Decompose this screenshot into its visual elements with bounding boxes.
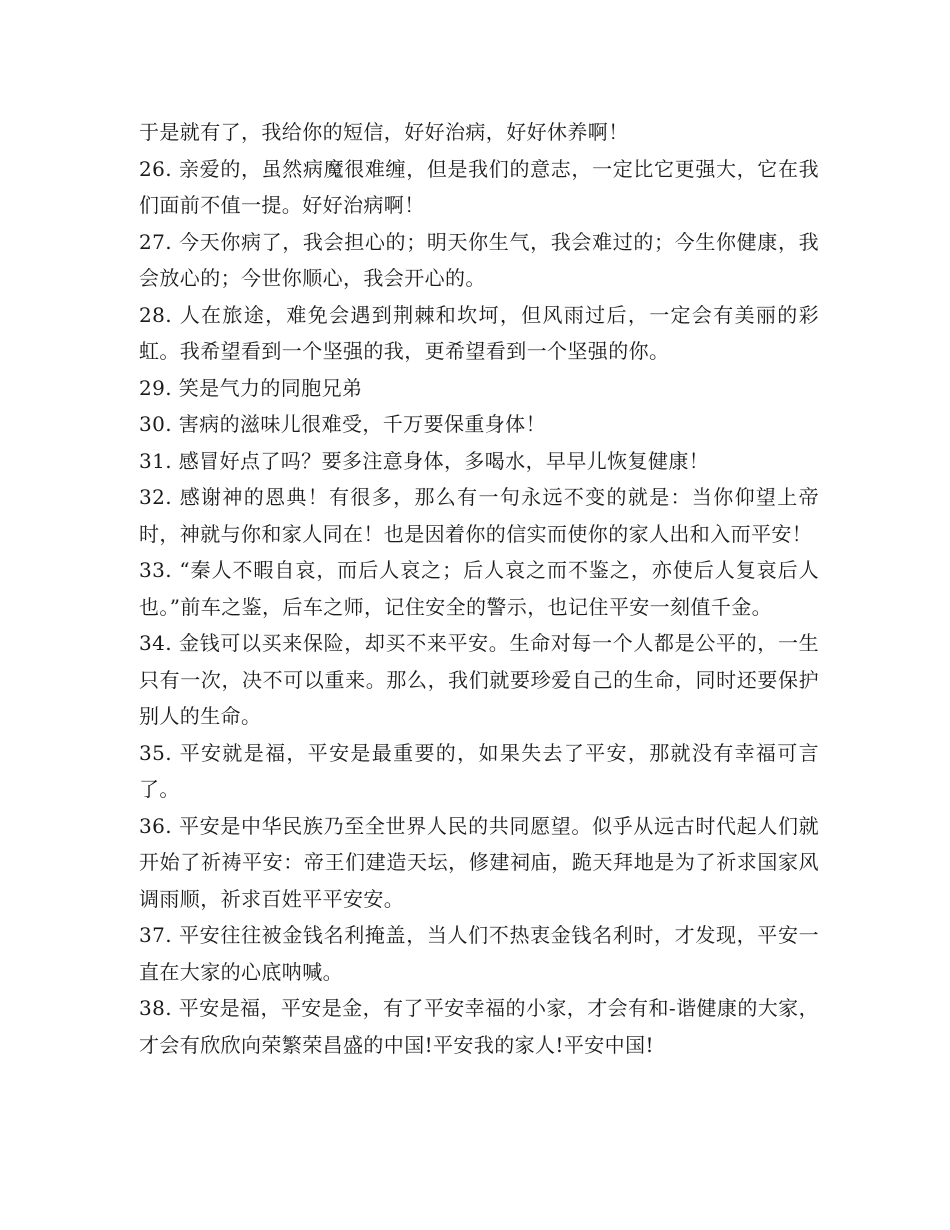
document-body [139, 114, 819, 1063]
paragraph-26: 26. 亲爱的，虽然病魔很难缠，但是我们的意志，一定比它更强大，它在我们面前不值一提。好好治病啊！ [139, 156, 819, 217]
paragraph-38: 38. 平安是福，平安是金，有了平安幸福的小家，才会有和-谐健康的大家，才会有欣欣向荣繁荣昌盛的中国!平安我的家人!平安中国! [139, 996, 819, 1057]
paragraph-37: 37. 平安往往被金钱名利掩盖，当人们不热衷金钱名利时，才发现，平安一直在大家的心底呐喊。 [139, 923, 819, 984]
paragraph-27: 27. 今天你病了，我会担心的；明天你生气，我会难过的；今生你健康，我会放心的；今世你顺心，我会开心的。 [139, 229, 819, 290]
paragraph-34: 34. 金钱可以买来保险，却买不来平安。生命对每一个人都是公平的，一生只有一次，决不可以重来。那么，我们就要珍爱自己的生命，同时还要保护别人的生命。 [139, 631, 819, 728]
paragraph-30: 30. 害病的滋味儿很难受，千万要保重身体！ [139, 412, 546, 436]
paragraph-28: 28. 人在旅途，难免会遇到荆棘和坎坷，但风雨过后，一定会有美丽的彩虹。我希望看到一个坚强的我，更希望看到一个坚强的你。 [139, 302, 819, 363]
paragraph-33: 33. “秦人不暇自哀，而后人哀之；后人哀之而不鉴之，亦使后人复哀后人也。”前车之鉴，后车之师，记住安全的警示，也记住平安一刻值千金。 [139, 558, 819, 619]
paragraph-intro: 于是就有了，我给你的短信，好好治病，好好休养啊！ [139, 120, 629, 144]
paragraph-35: 35. 平安就是福，平安是最重要的，如果失去了平安，那就没有幸福可言了。 [139, 740, 819, 801]
paragraph-36: 36. 平安是中华民族乃至全世界人民的共同愿望。似乎从远古时代起人们就开始了祈祷平安：帝王们建造天坛，修建祠庙，跪天拜地是为了祈求国家风调雨顺，祈求百姓平平安安。 [139, 813, 819, 911]
paragraph-32: 32. 感谢神的恩典！有很多，那么有一句永远不变的就是：当你仰望上帝时，神就与你和家人同在！也是因着你的信实而使你的家人出和入而平安！ [139, 485, 819, 546]
paragraph-29: 29. 笑是气力的同胞兄弟 [139, 375, 363, 400]
paragraph-31: 31. 感冒好点了吗？要多注意身体，多喝水，早早儿恢复健康！ [139, 448, 710, 473]
